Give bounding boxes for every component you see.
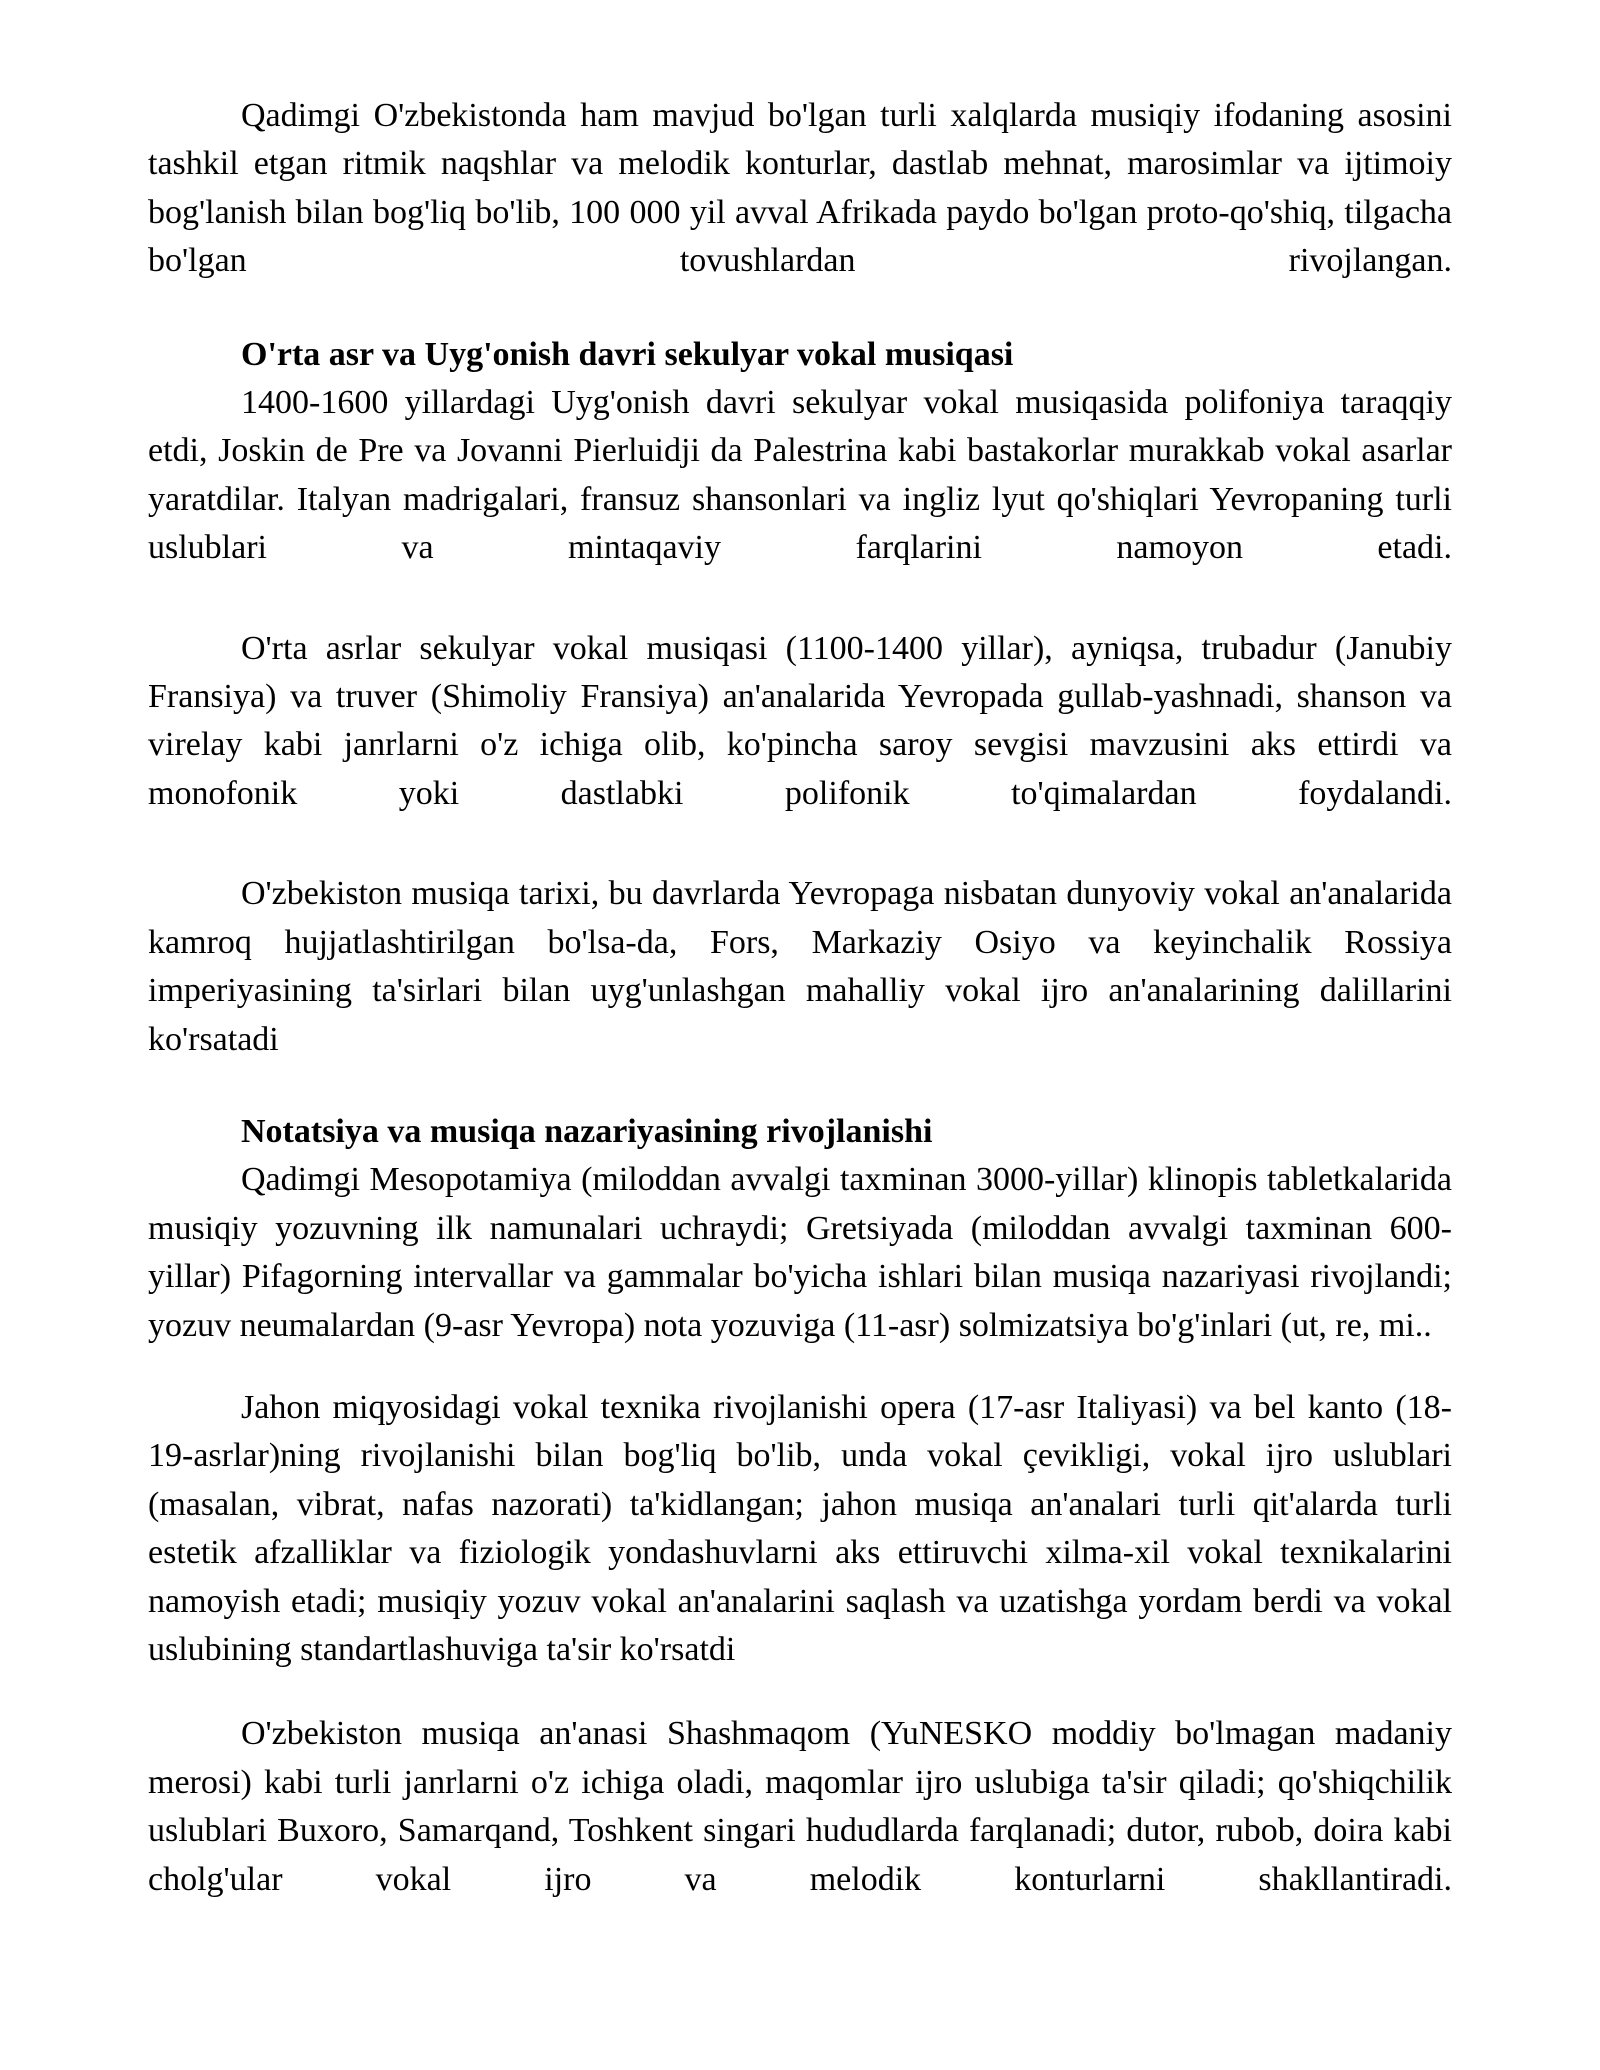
- paragraph-uzbek-history: O'zbekiston musiqa tarixi, bu davrlarda Yevropaga nisbatan dunyoviy vokal an'analarida kamroq hujjatlashtirilgan bo'lsa-da, Fors, Markaziy Osiyo va keyinchalik Rossiya imperiyasining ta'sirlari bilan uyg'unlashgan mahalliy vokal ijro an'analarining dalillarini ko'rsatadi: [148, 875, 1452, 1058]
- section-heading-notation: Notatsiya va musiqa nazariyasining rivojlanishi: [241, 1112, 933, 1150]
- paragraph-mesopotamia: Qadimgi Mesopotamiya (miloddan avvalgi taxminan 3000-yillar) klinopis tabletkalarida musiqiy yozuvning ilk namunalari uchraydi; Gretsiyada (miloddan avvalgi taxminan 600-yillar) Pifagorning intervallar va gammalar bo'yicha ishlari bilan musiqa nazariyasi rivojlandi; yozuv neumalardan (9-asr Yevropa) nota yozuviga (11-asr) solmizatsiya bo'g'inlari (ut, re, mi..: [148, 1161, 1452, 1344]
- section-heading-secular-vocal: O'rta asr va Uyg'onish davri sekulyar vokal musiqasi: [241, 335, 1014, 373]
- paragraph-shashmaqom: O'zbekiston musiqa an'anasi Shashmaqom (YuNESKO moddiy bo'lmagan madaniy merosi) kabi turli janrlarni o'z ichiga oladi, maqomlar ijro uslubiga ta'sir qiladi; qo'shiqchilik uslublari Buxoro, Samarqand, Toshkent singari hududlarda farqlanadi; dutor, rubob, doira kabi cholg'ular vokal ijro va melodik konturlarni shakllantiradi.: [148, 1715, 1452, 1898]
- paragraph-medieval: O'rta asrlar sekulyar vokal musiqasi (1100-1400 yillar), ayniqsa, trubadur (Janubiy Fransiya) va truver (Shimoliy Fransiya) an'analarida Yevropada gullab-yashnadi, shanson va virelay kabi janrlarni o'z ichiga olib, ko'pincha saroy sevgisi mavzusini aks ettirdi va monofonik yoki dastlabki polifonik to'qimalardan foydalandi.: [148, 629, 1452, 812]
- paragraph-renaissance: 1400-1600 yillardagi Uyg'onish davri sekulyar vokal musiqasida polifoniya taraqqiy etdi, Joskin de Pre va Jovanni Pierluidji da Palestrina kabi bastakorlar murakkab vokal asarlar yaratdilar. Italyan madrigalari, fransuz shansonlari va ingliz lyut qo'shiqlari Yevropaning turli uslublari va mintaqaviy farqlarini namoyon etadi.: [148, 384, 1452, 567]
- paragraph-proto-song: Qadimgi O'zbekistonda ham mavjud bo'lgan turli xalqlarda musiqiy ifodaning asosini tashkil etgan ritmik naqshlar va melodik konturlar, dastlab mehnat, marosimlar va ijtimoiy bog'lanish bilan bog'liq bo'lib, 100 000 yil avval Afrikada paydo bo'lgan proto-qo'shiq, tilgacha bo'lgan tovushlardan rivojlangan.: [148, 97, 1452, 280]
- paragraph-vocal-technique: Jahon miqyosidagi vokal texnika rivojlanishi opera (17-asr Italiyasi) va bel kanto (18-19-asrlar)ning rivojlanishi bilan bog'liq bo'lib, unda vokal çevikligi, vokal ijro uslublari (masalan, vibrat, nafas nazorati) ta'kidlangan; jahon musiqa an'analari turli qit'alarda turli estetik afzalliklar va fiziologik yondashuvlarni aks ettiruvchi xilma-xil vokal texnikalarini namoyish etadi; musiqiy yozuv vokal an'analarini saqlash va uzatishga yordam berdi va vokal uslubining standartlashuviga ta'sir ko'rsatdi: [148, 1388, 1452, 1668]
- document-body: [148, 92, 1452, 1904]
